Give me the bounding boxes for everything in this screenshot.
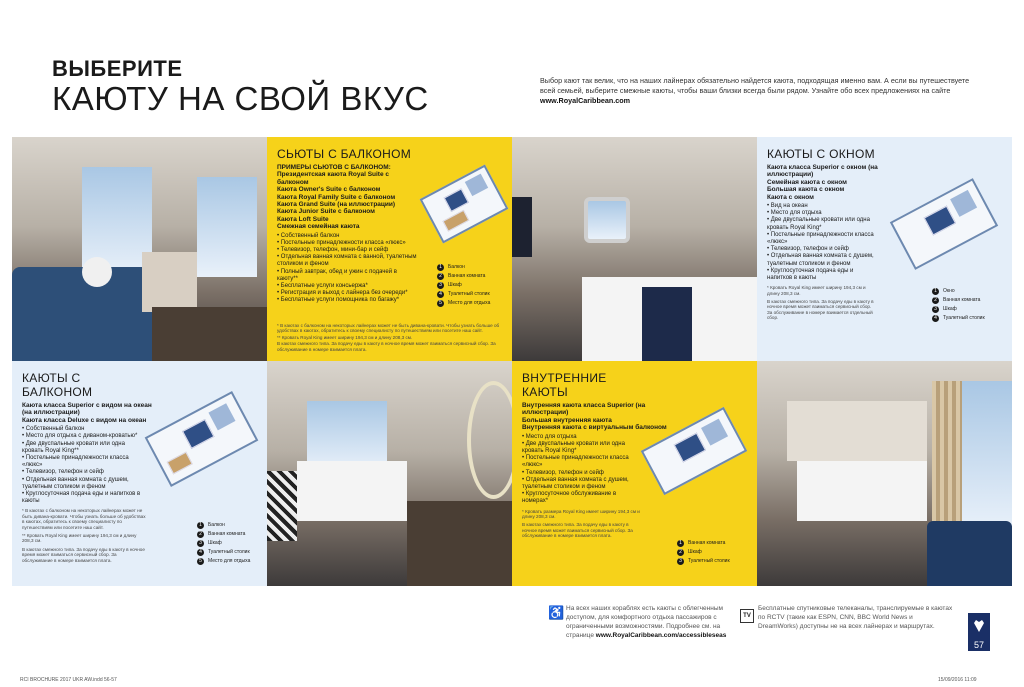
tv-icon-label: TV — [740, 609, 754, 623]
note: В каютах смежного типа. За подачу еды в каюту в ночное время может взиматься сервисный сбор. За обслуживание в номере взимается плата. — [22, 546, 145, 563]
note: ** Кровать Royal King имеет ширину 194,3 см и длину 208,3 см. — [277, 334, 413, 340]
legend-label: Шкаф — [943, 306, 957, 312]
feature-item: • Регистрация и выход с лайнера без очереди* — [277, 290, 417, 297]
interior-features — [522, 434, 642, 506]
legend-label: Шкаф — [448, 282, 462, 288]
feature-item: • Бесплатные услуги консьержа* — [277, 283, 417, 290]
intro-url[interactable]: www.RoyalCaribbean.com — [540, 96, 630, 105]
tv-icon — [740, 604, 754, 623]
accessibility-icon: ♿ — [548, 605, 565, 620]
feature-item: • Отдельная ванная комната с душем, туалетным столиком и феном — [767, 253, 877, 267]
window-type: Семейная каюта с окном — [767, 178, 847, 186]
feature-item: • Круглосуточная подача еды и напитков в каюты — [22, 491, 147, 505]
suite-type: Президентская каюта Royal Suite с балконом — [277, 171, 390, 186]
window-panel — [757, 137, 1012, 361]
suite-type: Каюта Grand Suite (на иллюстрации) — [277, 201, 396, 209]
interior-photo — [757, 361, 1012, 586]
intro-paragraph — [540, 76, 980, 106]
feature-item: • Две двуспальные кровати или одна кровать Royal King** — [22, 441, 147, 455]
feature-item: • Отдельная ванная комната с душем, туалетным столиком и феном — [22, 477, 147, 491]
page-number: 57 — [973, 640, 984, 650]
window-legend: 1 Окно 2 Ванная комната 3 Шкаф 4 Туалетный столик — [932, 287, 985, 323]
feature-item: • Вид на океан — [767, 203, 877, 210]
legend-label: Ванная комната — [943, 297, 981, 303]
date-info: 15/09/2016 11:09 — [938, 677, 977, 683]
feature-item: • Бесплатные услуги помощника по багажу* — [277, 297, 417, 304]
window-room-photo — [512, 137, 757, 361]
balcony-features — [22, 426, 147, 505]
suite-type: Смежная семейная каюта — [277, 223, 360, 231]
feature-item: • Постельные принадлежности класса «люкс» — [767, 232, 877, 246]
legend-label: Балкон — [448, 264, 465, 270]
suite-type: Каюта Owner's Suite с балконом — [277, 186, 381, 194]
suite-type: Каюта Loft Suite — [277, 215, 329, 223]
feature-item: • Две двуспальные кровати или одна кровать Royal King* — [522, 441, 642, 455]
window-features — [767, 203, 877, 282]
suites-heading: СЬЮТЫ С БАЛКОНОМ — [277, 147, 412, 161]
legend-label: Окно — [943, 288, 955, 294]
window-type: Каюта класса Superior с окном (на иллюстрации) — [767, 164, 878, 179]
title-light: КАЮТУ НА СВОЙ ВКУС — [52, 80, 429, 117]
note: В каютах смежного типа. За подачу еды в каюту в ночное время может взиматься сервисный сбор. За обслуживание в номере взимается отдельный сбор. — [767, 299, 874, 321]
suites-examples-title: ПРИМЕРЫ СЬЮТОВ С БАЛКОНОМ: — [277, 164, 391, 171]
balcony-legend: 1 Балкон 2 Ванная комната 3 Шкаф 4 Туалетный столик 5 Место для отдыха — [197, 521, 250, 566]
feature-item: • Две двуспальные кровати или одна кровать Royal King* — [767, 217, 877, 231]
balcony-type: Каюта класса Deluxe с видом на океан — [22, 416, 147, 424]
legend-label: Туалетный столик — [943, 315, 985, 321]
feature-item: • Телевизор, телефон, мини-бар и сейф — [277, 247, 417, 254]
tv-note: Бесплатные спутниковые телеканалы, транслируемые в каютах по RCTV (такие как ESPN, CNN, BBC World News и DreamWorks) доступны не на всех лайнерах и маршрутах. — [758, 605, 953, 630]
intro-text: Выбор кают так велик, что на наших лайнерах обязательно найдется каюта, подходящая именно вам. А если вы путешествуете всей семьей, выберите смежные каюты, чтобы ваши близки всегда были рядом. Узнайте обо всех предложениях на сайте — [540, 76, 970, 95]
balcony-types — [22, 402, 162, 424]
legend-label: Ванная комната — [208, 531, 246, 537]
note: В каютах смежного типа. За подачу еды в каюту в ночное время может взиматься сервисный сбор. За обслуживание в номере взимается плата. — [277, 341, 496, 352]
interior-type: Внутренняя каюта с виртуальным балконом — [522, 424, 667, 432]
balcony-photo — [267, 361, 512, 586]
accessibility-text: На всех наших кораблях есть каюты с облегченным доступом, для комфортного отдыха пассажиров с ограниченными возможностями. Подробнее см. на странице — [566, 605, 723, 639]
accessibility-note — [566, 604, 746, 640]
feature-item: • Место для отдыха с диваном-кроватью* — [22, 433, 147, 440]
feature-item: • Телевизор, телефон и сейф — [522, 470, 642, 477]
window-type: Каюта с окном — [767, 193, 814, 201]
feature-item: • Место для отдыха — [767, 210, 877, 217]
legend-label: Ванная комната — [688, 540, 726, 546]
balcony-heading: КАЮТЫ С БАЛКОНОМ — [22, 371, 93, 399]
feature-item: • Место для отдыха — [522, 434, 642, 441]
suite-type: Каюта Royal Family Suite с балконом — [277, 193, 396, 201]
window-floorplan — [890, 178, 998, 270]
legend-label: Ванная комната — [448, 273, 486, 279]
suites-notes — [277, 323, 502, 352]
title-bold: ВЫБЕРИТЕ — [52, 56, 183, 81]
suites-types — [277, 171, 417, 230]
feature-item: • Круглосуточное обслуживание в номерах* — [522, 491, 642, 505]
window-type: Большая каюта с окном — [767, 186, 845, 194]
feature-item: • Постельные принадлежности класса «люкс» — [22, 455, 147, 469]
suites-features — [277, 233, 417, 305]
window-types — [767, 164, 897, 201]
legend-label: Туалетный столик — [208, 549, 250, 555]
balcony-panel — [12, 361, 267, 586]
feature-item: • Постельные принадлежности класса «люкс» — [277, 240, 417, 247]
note: * В каютах с балконом на некоторых лайнерах может не быть дивана-кровати. Чтобы узнать больше об удобствах в каютах, обратитесь к своему специалисту по путешествиям или посетите наш сайт. — [22, 508, 146, 530]
legend-label: Балкон — [208, 522, 225, 528]
window-heading: КАЮТЫ С ОКНОМ — [767, 147, 875, 161]
note: * Кровать размера Royal King имеет ширину 194,3 см и длину 208,3 см. — [522, 508, 640, 520]
suite-photo — [12, 137, 267, 361]
legend-label: Туалетный столик — [688, 558, 730, 564]
interior-panel — [512, 361, 757, 586]
balcony-type: Каюта класса Superior с видом на океан (на иллюстрации) — [22, 402, 152, 417]
feature-item: • Полный завтрак, обед и ужин с подачей в каюту** — [277, 269, 417, 283]
feature-item: • Собственный балкон — [277, 233, 417, 240]
interior-type: Внутренняя каюта класса Superior (на иллюстрации) — [522, 402, 646, 417]
feature-item: • Телевизор, телефон и сейф — [22, 469, 147, 476]
legend-label: Место для отдыха — [208, 558, 251, 564]
feature-item: • Собственный балкон — [22, 426, 147, 433]
note: ** Кровать Royal King имеет ширину 194,3 см и длину 208,3 см. — [22, 533, 137, 544]
legend-label: Туалетный столик — [448, 291, 490, 297]
feature-item: • Круглосуточная подача еды и напитков в каюты — [767, 268, 877, 282]
legend-label: Место для отдыха — [448, 300, 491, 306]
suite-floorplan — [420, 165, 509, 244]
legend-label: Шкаф — [208, 540, 222, 546]
file-info: RCI BROCHURE 2017 UKR AW.indd 56-57 — [20, 677, 117, 683]
note: В каютах смежного типа. За подачу еды в каюту в ночное время может взиматься сервисный сбор. За обслуживание в номере взимается плата. — [522, 522, 633, 539]
accessibility-link[interactable]: www.RoyalCaribbean.com/accessibleseas — [595, 632, 727, 639]
feature-item: • Отдельная ванная комната с ванной, туалетным столиком и феном — [277, 254, 417, 268]
interior-legend: 1 Ванная комната 2 Шкаф 3 Туалетный столик — [677, 539, 730, 566]
feature-item: • Постельные принадлежности класса «люкс» — [522, 455, 642, 469]
interior-heading: ВНУТРЕННИЕ КАЮТЫ — [522, 371, 607, 399]
cabin-grid — [12, 137, 1012, 586]
feature-item: • Отдельная ванная комната с душем, туалетным столиком и феном — [522, 477, 642, 491]
suites-panel — [267, 137, 512, 361]
suite-type: Каюта Junior Suite с балконом — [277, 208, 375, 216]
interior-type: Большая внутренняя каюта — [522, 416, 612, 424]
note: * Кровать Royal King имеет ширину 194,3 см и длину 208,3 см. — [767, 285, 866, 296]
suites-legend: 1 Балкон 2 Ванная комната 3 Шкаф 4 Туалетный столик 5 Место для отдыха — [437, 263, 490, 308]
legend-label: Шкаф — [688, 549, 702, 555]
crown-anchor-icon — [973, 619, 985, 633]
note: * В каютах с балконом на некоторых лайнерах может не быть дивана-кровати. Чтобы узнать больше об удобствах в каютах, обратитесь к своему специалисту по путешествиям или посетите наш сайт. — [277, 323, 500, 334]
feature-item: • Телевизор, телефон и сейф — [767, 246, 877, 253]
interior-types — [522, 402, 672, 432]
